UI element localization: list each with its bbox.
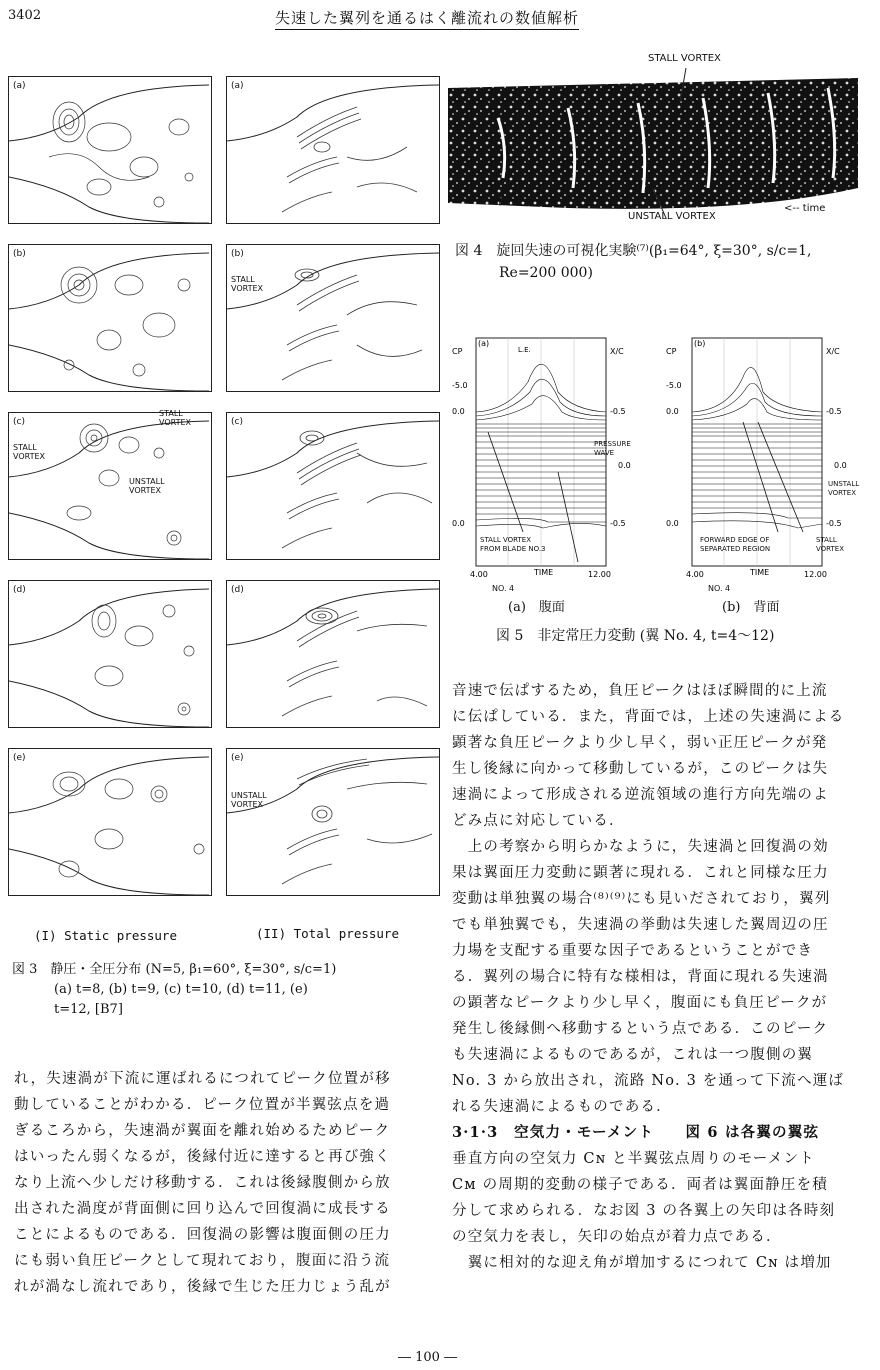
fig5-caption: 図 5 非定常圧力変動 (翼 No. 4, t=4～12) (496, 628, 775, 644)
stall-vortex-label: STALL VORTEX (159, 409, 192, 427)
static-pressure-contours-a (9, 77, 211, 223)
unstall-vortex-label: UNSTALL VORTEX (828, 480, 860, 497)
fig3-panel-static-a (8, 76, 212, 224)
cp-tick: 0.0 (666, 519, 679, 528)
fig3-panel-static-c (8, 409, 212, 560)
fig3-panel-total-d (226, 580, 440, 728)
total-pressure-contours-a (227, 77, 439, 223)
fig3-panel-static-b (8, 244, 212, 392)
static-pressure-contours-e (9, 749, 211, 895)
cp-tick: -5.0 (452, 381, 468, 390)
paragraph-line: れ，失速渦が下流に運ばれるにつれてピーク位置が移 (14, 1071, 391, 1087)
fig3-caption-line1: 静圧・全圧分布 (N=5, β₁=60°, ξ=30°, s/c=1) (50, 962, 337, 977)
fig3-column-label-static: (I) Static pressure (34, 928, 177, 943)
fig3-panel-static-d (8, 580, 212, 728)
stall-vortex-label: STALL VORTEX FROM BLADE NO.3 (480, 536, 546, 553)
fig4-caption-line2: Re=200 000) (499, 265, 593, 281)
fig3-panel-total-c (226, 412, 440, 560)
flow-direction-label: flow --> (497, 192, 538, 209)
section-heading-line: 3·1·3 空気力・モーメント 図 6 は各翼の翼弦 (452, 1124, 820, 1141)
xc-tick: -0.5 (610, 407, 626, 416)
static-pressure-contours-c (9, 413, 211, 559)
xc-tick: 0.0 (618, 461, 631, 470)
paragraph-line: でも単独翼でも，失速渦の挙動は失速した翼周辺の圧 (452, 917, 829, 933)
fig4-caption-line1: 旋回失速の可視化実験⁽⁷⁾(β₁=64°, ξ=30°, s/c=1, (496, 243, 812, 259)
time-axis-label: TIME (750, 568, 770, 577)
cp-axis-label: CP (452, 347, 463, 356)
paragraph-line: 果は翼面圧力変動に顕著に現れる．これと同様な圧力 (452, 865, 829, 881)
unstall-vortex-label: UNSTALL VORTEX (628, 211, 716, 222)
total-pressure-contours-b (227, 245, 439, 391)
forward-edge-label: FORWARD EDGE OF SEPARATED REGION (700, 536, 771, 553)
xc-tick: -0.5 (826, 407, 842, 416)
xc-axis-label: X/C (610, 347, 624, 356)
fig5-subcaption-a: (a) 腹面 (508, 600, 565, 615)
figure-5 (448, 332, 868, 592)
running-title: 失速した翼列を通るはく離流れの数値解析 (275, 7, 579, 30)
panel-label: (a) (478, 339, 490, 348)
time-end: 12.00 (804, 570, 827, 579)
page-footer: ― 100 ― (398, 1350, 458, 1365)
paragraph-line: はいったん弱くなるが，後縁付近に達すると再び強く (14, 1149, 391, 1165)
paragraph-line: 上の考察から明らかなように，失速渦と回復渦の効 (452, 839, 829, 855)
fig3-panel-label: (e) (231, 753, 244, 763)
blade-number-label: NO. 4 (708, 584, 731, 593)
xc-tick: -0.5 (826, 519, 842, 528)
cp-tick: -5.0 (666, 381, 682, 390)
fig3-panel-label: (a) (13, 81, 26, 91)
fig3-panel-label: (b) (231, 249, 244, 259)
paragraph-line: どみ点に対応している． (452, 813, 625, 829)
paragraph-line: 変動は単独翼の場合⁽⁸⁾⁽⁹⁾にも見いだされており，翼列 (452, 891, 831, 907)
paragraph-line: の顕著なピークより少し早く，腹面にも負圧ピークが (452, 995, 828, 1011)
xc-axis-label: X/C (826, 347, 840, 356)
paragraph-line: Cᴍ の周期的変動の様子である．両者は翼面静圧を積 (452, 1177, 828, 1193)
static-pressure-contours-b (9, 245, 211, 391)
cp-axis-label: CP (666, 347, 677, 356)
paragraph-line: 速渦によって形成される逆流領域の進行方向先端のよ (452, 787, 829, 803)
cp-tick: 0.0 (452, 407, 465, 416)
paragraph-line: 力場を支配する重要な因子であるということができ (452, 943, 814, 959)
paragraph-line: 発生し後縁側へ移動するという点である．このピーク (452, 1021, 829, 1037)
paragraph-line: 生し後縁に向かって移動しているが，このピークは失 (452, 761, 829, 777)
right-body-text (452, 678, 872, 1276)
fig3-panel-static-e (8, 748, 212, 896)
unstall-vortex-label: UNSTALL VORTEX (231, 791, 267, 809)
paragraph-line: れが渦なし流れであり，後縁で生じた圧力じょう乱が (14, 1279, 391, 1295)
figure-3 (0, 60, 440, 943)
paragraph-line: No. 3 から放出され，流路 No. 3 を通って下流へ運ば (452, 1073, 845, 1089)
paragraph-line: る．翼列の場合に特有な様相は，背面に現れる失速渦 (452, 969, 829, 985)
cp-tick: 0.0 (666, 407, 679, 416)
paragraph-line: 翼に相対的な迎え角が増加するにつれて Cɴ は増加 (452, 1255, 832, 1271)
fig3-caption-line3: t=12, [B7] (54, 1002, 123, 1017)
blade-number-label: NO. 4 (492, 584, 515, 593)
xc-tick: -0.5 (610, 519, 626, 528)
paragraph-line: 動していることがわかる．ピーク位置が半翼弦点を過 (14, 1097, 391, 1113)
paragraph-line: ぎるころから，失速渦が翼面を離れ始めるためピーク (14, 1123, 391, 1139)
fig3-caption-number: 図 3 (12, 962, 38, 977)
paragraph-line: なり上流へ少しだけ移動する．これは後縁腹側から放 (14, 1175, 391, 1191)
time-direction-label: <-- time (784, 203, 826, 214)
stall-vortex-label: STALL VORTEX (816, 536, 845, 553)
fig3-panel-label: (d) (231, 585, 244, 595)
total-pressure-contours-c (227, 413, 439, 559)
paragraph-line: 垂直方向の空気力 Cɴ と半翼弦点周りのモーメント (452, 1151, 815, 1167)
paragraph-line: 顕著な負圧ピークより少し早く，弱い正圧ピークが発 (452, 735, 828, 751)
fig3-panel-label: (d) (13, 585, 26, 595)
figure-4 (448, 46, 868, 236)
time-axis-label: TIME (534, 568, 554, 577)
time-end: 12.00 (588, 570, 611, 579)
paragraph-line: にも弱い負圧ピークとして現れており，腹面に沿う流 (14, 1253, 391, 1269)
fig3-caption-line2: (a) t=8, (b) t=9, (c) t=10, (d) t=11, (e) (54, 982, 308, 997)
fig3-panel-label: (a) (231, 81, 244, 91)
static-pressure-contours-d (9, 581, 211, 727)
cp-tick: 0.0 (452, 519, 465, 528)
unstall-vortex-label: UNSTALL VORTEX (129, 477, 165, 495)
stall-vortex-label: STALL VORTEX (648, 53, 721, 64)
fig4-caption (455, 240, 865, 284)
fig3-panel-total-e (226, 748, 440, 896)
panel-label: (b) (694, 339, 706, 348)
stall-vortex-label: STALL VORTEX (231, 275, 264, 293)
paragraph-line: も失速渦によるものであるが，これは一つ腹側の翼 (452, 1047, 814, 1063)
total-pressure-contours-d (227, 581, 439, 727)
le-label: L.E. (518, 346, 531, 354)
paragraph-line: 分して求められる．なお図 3 の各翼上の矢印は各時刻 (452, 1203, 836, 1219)
time-start: 4.00 (686, 570, 704, 579)
paragraph-line: れる失速渦によるものである． (452, 1099, 672, 1115)
fig3-panel-label: (c) (231, 417, 243, 427)
fig3-panel-label: (c) (13, 417, 25, 427)
time-start: 4.00 (470, 570, 488, 579)
paragraph-line: の空気力を表し，矢印の始点が着力点である． (452, 1229, 782, 1245)
total-pressure-contours-e (227, 749, 439, 895)
paragraph-line: 出された渦度が背面側に回り込んで回復渦に成長する (14, 1201, 391, 1217)
page-number: 3402 (8, 8, 42, 23)
paragraph-line: 音速で伝ぱするため，負圧ピークはほぼ瞬間的に上流 (452, 683, 828, 699)
fig3-panel-total-a (226, 76, 440, 224)
pressure-wave-label: PRESSURE WAVE (594, 440, 631, 457)
fig3-panel-label: (e) (13, 753, 26, 763)
fig3-caption (12, 960, 432, 1020)
left-body-text (14, 1066, 434, 1300)
paragraph-line: ことによるものである．回復渦の影響は腹面側の圧力 (14, 1227, 391, 1243)
paragraph-line: に伝ぱしている．また，背面では，上述の失速渦による (452, 709, 845, 725)
xc-tick: 0.0 (834, 461, 847, 470)
stall-vortex-label: STALL VORTEX (13, 443, 46, 461)
fig3-panel-label: (b) (13, 249, 26, 259)
fig5-subcaption-b: (b) 背面 (722, 600, 780, 615)
fig4-caption-number: 図 4 (455, 243, 483, 259)
fig3-panel-total-b (226, 244, 440, 392)
fig3-column-label-total: (II) Total pressure (256, 926, 399, 941)
